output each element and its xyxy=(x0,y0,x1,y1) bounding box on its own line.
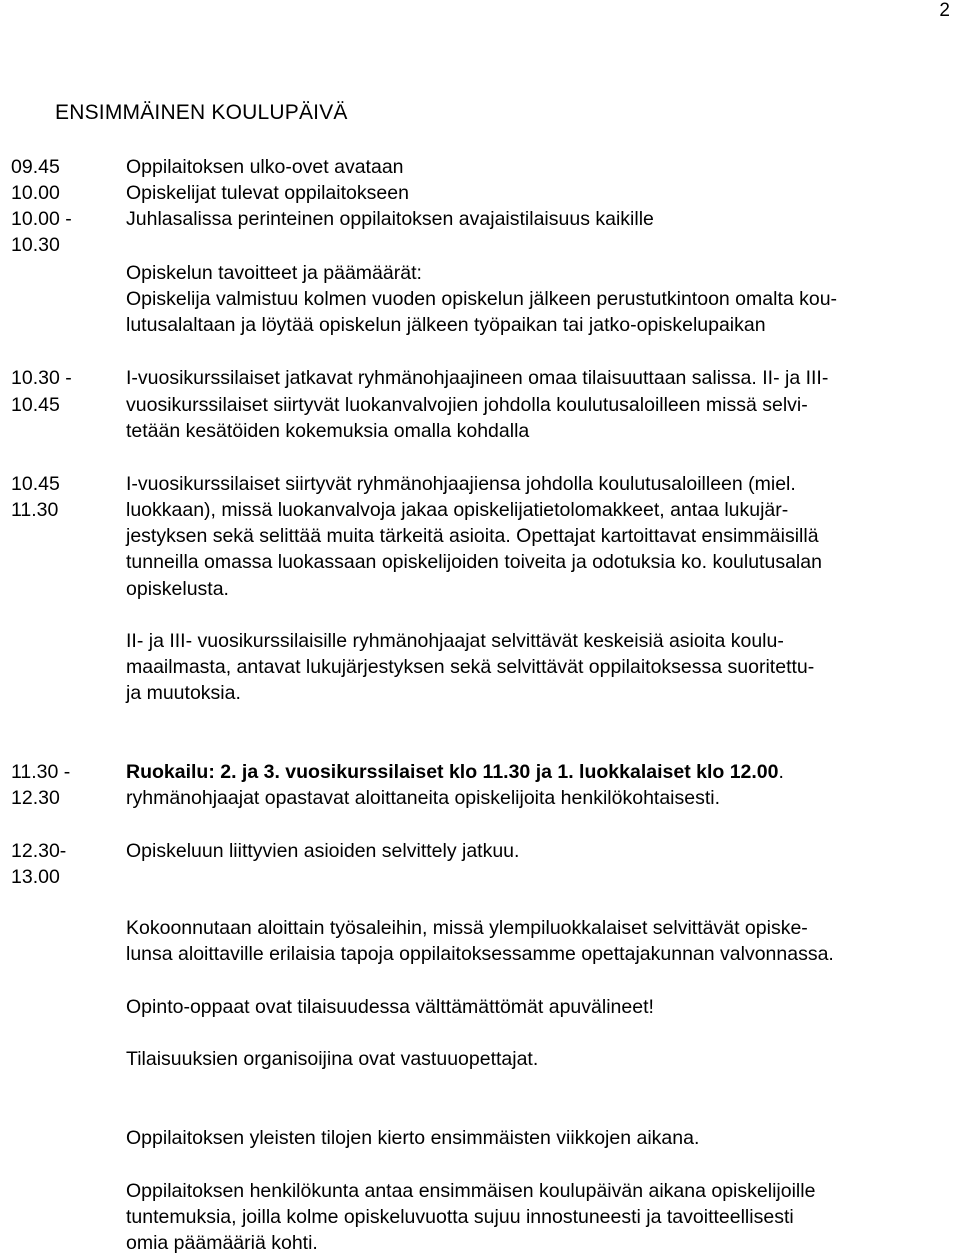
schedule-line: jestyksen sekä selittää muita tärkeitä asioita. Opettajat kartoittavat ensimmäisillä xyxy=(126,525,819,547)
time-label: 10.00 - xyxy=(11,208,72,230)
time-label: 10.45 xyxy=(11,473,60,495)
schedule-line: omia päämääriä kohti. xyxy=(126,1232,318,1254)
schedule-line: ryhmänohjaajat opastavat aloittaneita opiskelijoita henkilökohtaisesti. xyxy=(126,787,721,809)
schedule-line: ja muutoksia. xyxy=(126,682,241,704)
schedule-line: luokkaan), missä luokanvalvoja jakaa opiskelijatietolomakkeet, antaa lukujär- xyxy=(126,499,789,521)
schedule-line: lutusalaltaan ja löytää opiskelun jälkeen työpaikan tai jatko-opiskelupaikan xyxy=(126,314,766,336)
time-label: 11.30 - xyxy=(11,761,71,783)
schedule-line: Juhlasalissa perinteinen oppilaitoksen avajaistilaisuus kaikille xyxy=(126,208,654,230)
schedule-line: Oppilaitoksen yleisten tilojen kierto ensimmäisten viikkojen aikana. xyxy=(126,1127,700,1149)
lunch-line xyxy=(126,759,784,785)
time-label: 13.00 xyxy=(11,866,60,888)
time-label: 10.00 xyxy=(11,182,60,204)
schedule-line: I-vuosikurssilaiset siirtyvät ryhmänohjaajiensa johdolla koulutusaloilleen (miel. xyxy=(126,473,796,495)
schedule-line: Opiskelijat tulevat oppilaitokseen xyxy=(126,182,409,204)
schedule-line: I-vuosikurssilaiset jatkavat ryhmänohjaajineen omaa tilaisuuttaan salissa. II- ja III- xyxy=(126,367,829,389)
lunch-period: . xyxy=(778,761,784,783)
time-label: 12.30 xyxy=(11,787,60,809)
schedule-line: lunsa aloittaville erilaisia tapoja oppilaitoksessamme opettajakunnan valvonnassa. xyxy=(126,943,834,965)
time-label: 10.45 xyxy=(11,394,60,416)
time-label: 10.30 - xyxy=(11,367,72,389)
schedule-line: tuntemuksia, joilla kolme opiskeluvuotta sujuu innostuneesti ja tavoitteellisesti xyxy=(126,1206,794,1228)
time-label: 10.30 xyxy=(11,234,60,256)
schedule-line: tetään kesätöiden kokemuksia omalla kohdalla xyxy=(126,420,530,442)
schedule-line: Oppilaitoksen henkilökunta antaa ensimmäisen koulupäivän aikana opiskelijoille xyxy=(126,1180,816,1202)
schedule-line: tunneilla omassa luokassaan opiskelijoiden toiveita ja odotuksia ko. koulutusalan xyxy=(126,551,822,573)
schedule-line: opiskelusta. xyxy=(126,578,229,600)
time-label: 11.30 xyxy=(11,499,59,521)
lunch-bold-text: Ruokailu: 2. ja 3. vuosikurssilaiset klo 11.30 ja 1. luokkalaiset klo 12.00 xyxy=(126,761,779,783)
schedule-line: Kokoonnutaan aloittain työsaleihin, missä ylempiluokkalaiset selvittävät opiske- xyxy=(126,917,808,939)
page-title: ENSIMMÄINEN KOULUPÄIVÄ xyxy=(55,101,348,124)
time-label: 09.45 xyxy=(11,156,60,178)
schedule-line: Opiskelun tavoitteet ja päämäärät: xyxy=(126,262,422,284)
time-label: 12.30- xyxy=(11,840,67,862)
schedule-line: Oppilaitoksen ulko-ovet avataan xyxy=(126,156,404,178)
schedule-line: vuosikurssilaiset siirtyvät luokanvalvojien johdolla koulutusaloilleen missä selvi- xyxy=(126,394,808,416)
schedule-line: maailmasta, antavat lukujärjestyksen sekä selvittävät oppilaitoksessa suoritettu- xyxy=(126,656,815,678)
schedule-line: Opinto-oppaat ovat tilaisuudessa välttämättömät apuvälineet! xyxy=(126,996,654,1018)
page-number: 2 xyxy=(939,0,950,21)
schedule-line: Opiskelija valmistuu kolmen vuoden opiskelun jälkeen perustutkintoon omalta kou- xyxy=(126,288,838,310)
schedule-line: Tilaisuuksien organisoijina ovat vastuuopettajat. xyxy=(126,1048,539,1070)
schedule-line: II- ja III- vuosikurssilaisille ryhmänohjaajat selvittävät keskeisiä asioita koulu- xyxy=(126,630,784,652)
schedule-line: Opiskeluun liittyvien asioiden selvittely jatkuu. xyxy=(126,840,520,862)
